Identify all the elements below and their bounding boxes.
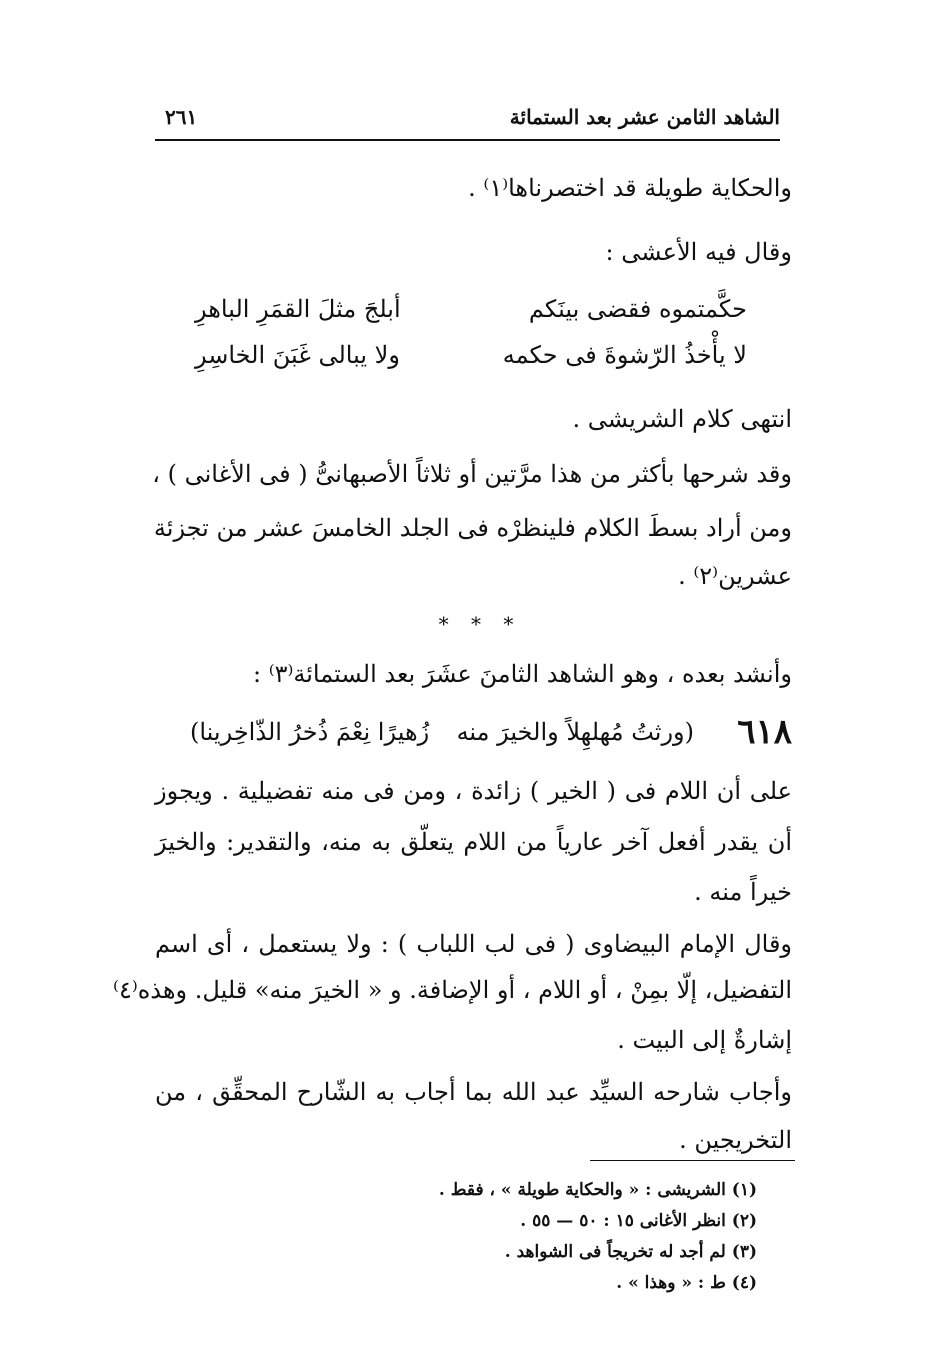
text-line: وقال الإمام البيضاوى ( فى لب اللباب ) : ولا يستعمل ، أى اسم xyxy=(155,930,792,958)
verse-hemistich: زُهيرًا نِعْمَ ذُخرُ الذّاخِرينا) xyxy=(190,718,430,746)
text-line: خيراً منه . xyxy=(694,878,792,906)
footnote: (٢) انظر الأغانى ١٥ : ٥٠ — ٥٥ . xyxy=(520,1211,757,1231)
verse-hemistich: لا يأْخذُ الرّشوةَ فى حكمه xyxy=(502,341,747,369)
verse-hemistich: ولا يبالى غَبَنَ الخاسِرِ xyxy=(195,341,400,369)
text-line: إشارةٌ إلى البيت . xyxy=(617,1026,792,1054)
text-line: وأجاب شارحه السيِّد عبد الله بما أجاب به الشّارح المحقِّق ، من xyxy=(155,1078,792,1106)
text-line: وقال فيه الأعشى : xyxy=(605,238,792,266)
running-title: الشاهد الثامن عشر بعد الستمائة xyxy=(509,105,780,129)
text-line: التفضيل، إلّا بمِنْ ، أو اللام ، أو الإضافة. و « الخيرَ منه» قليل. وهذه⁽٤⁾ xyxy=(113,976,792,1004)
verse-hemistich: أبلجَ مثلَ القمَرِ الباهرِ xyxy=(195,295,401,323)
text-line: ومن أراد بسطَ الكلام فلينظرْه فى الجلد الخامسَ عشر من تجزئة xyxy=(153,514,792,542)
footnote: (١) الشريشى : « والحكاية طويلة » ، فقط . xyxy=(438,1180,757,1200)
page-header xyxy=(155,105,780,141)
verse-line xyxy=(195,341,747,377)
witness-verse xyxy=(160,712,792,756)
text-line: والحكاية طويلة قد اختصرناها⁽١⁾ . xyxy=(468,174,792,202)
verse-hemistich: (ورثتُ مُهلهِلاً والخيرَ منه xyxy=(456,718,694,746)
text-line: وقد شرحها بأكثر من هذا مرَّتين أو ثلاثاً الأصبهانىُّ ( فى الأغانى ) ، xyxy=(152,460,792,488)
verse-line xyxy=(195,295,747,331)
text-line: عشرين⁽٢⁾ . xyxy=(678,562,792,590)
footnote-separator xyxy=(590,1160,795,1161)
section-divider: * * * xyxy=(438,612,522,636)
page-number: ٢٦١ xyxy=(165,105,198,129)
footnote: (٣) لم أجد له تخريجاً فى الشواهد . xyxy=(504,1242,757,1262)
verse-hemistich: حكَّمتموه فقضى بينَكم xyxy=(528,295,747,323)
witness-number: ٦١٨ xyxy=(737,712,792,752)
text-line: انتهى كلام الشريشى . xyxy=(572,405,792,433)
text-line: التخريجين . xyxy=(679,1126,792,1154)
text-line: على أن اللام فى ( الخير ) زائدة ، ومن فى منه تفضيلية . ويجوز xyxy=(155,777,792,805)
text-line: وأنشد بعده ، وهو الشاهد الثامنَ عشَرَ بعد الستمائة⁽٣⁾ : xyxy=(252,660,792,688)
footnote: (٤) ط : « وهذا » . xyxy=(616,1273,757,1293)
text-line: أن يقدر أفعل آخر عارياً من اللام يتعلّق به منه، والتقدير: والخيرَ xyxy=(155,828,792,856)
